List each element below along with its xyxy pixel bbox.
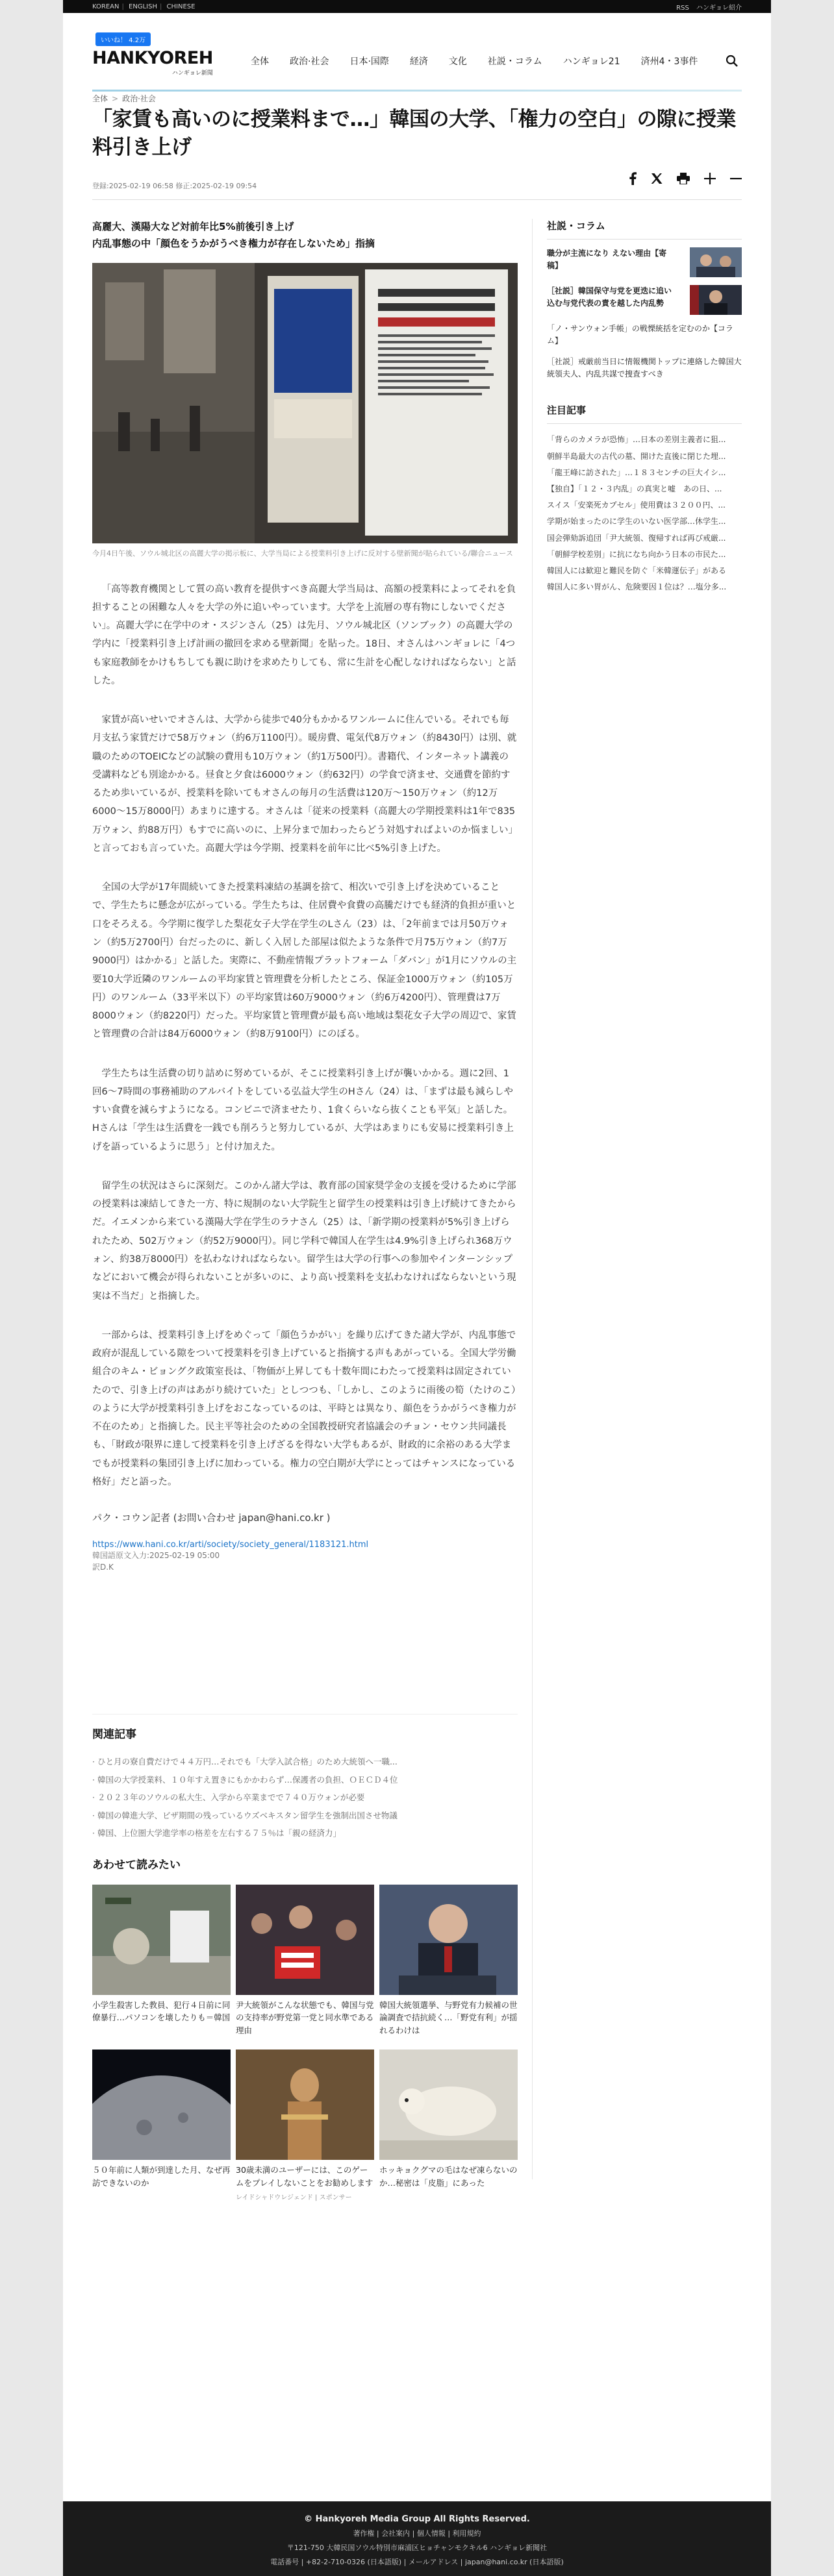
opinion-thumbnail bbox=[690, 247, 742, 277]
article-body bbox=[92, 219, 518, 1573]
header-rule bbox=[92, 90, 742, 92]
card-thumbnail bbox=[92, 1885, 231, 1995]
article-paragraph: 学生たちは生活費の切り詰めに努めているが、そこに授業料引き上げが襲いかかる。週に2回、1回6〜7時間の事務補助のアルバイトをしている弘益大学生のHさん（24）は、「まずは最も減らしやすい食費を減らすようになる。コンビニで済ませたり、1食くらいなら抜くことも平気」と話した。Hさんは「学生は生活費を一銭でも削ろうと努力しているが、大学はあまりにも安易に授業料引き上げを語っているように思う」と付け加えた。 bbox=[92, 1068, 514, 1152]
article-photo-image bbox=[92, 263, 518, 543]
nav-item[interactable]: 日本·国際 bbox=[349, 56, 389, 67]
font-increase-icon[interactable] bbox=[704, 173, 716, 184]
breadcrumb-item[interactable]: 全体 bbox=[92, 94, 108, 103]
popular-item[interactable]: 「龍王峰に訪された」…１８３センチの巨大イシ... bbox=[547, 467, 726, 477]
article-subhead: 内乱事態の中「顔色をうかがうべき権力が存在しないため」指摘 bbox=[92, 237, 375, 249]
sidebar-rule bbox=[547, 239, 742, 240]
card-thumbnail bbox=[236, 2050, 374, 2160]
popular-item[interactable]: 韓国人には歓迎と難民を防ぐ「米韓運伝子」がある bbox=[547, 565, 727, 575]
rss-link[interactable]: RSS bbox=[676, 4, 689, 12]
share-tools bbox=[629, 172, 742, 185]
opinion-item[interactable]: ［社説］戒厳前当日に情報機関トップに連絡した韓国大統領夫人、内乱共謀で捜査すべき bbox=[547, 357, 742, 378]
popular-title: 注目記事 bbox=[547, 404, 587, 417]
lang-chinese[interactable]: CHINESE bbox=[166, 3, 196, 10]
original-date: 韓国語原文入力:2025-02-19 05:00 bbox=[92, 1551, 220, 1561]
print-icon[interactable] bbox=[677, 173, 690, 184]
logo-subtext: ハンギョレ新聞 bbox=[171, 70, 213, 77]
font-decrease-icon[interactable] bbox=[730, 173, 742, 184]
site-footer bbox=[63, 2501, 771, 2576]
site-header bbox=[63, 13, 771, 79]
related-articles bbox=[92, 1725, 518, 1842]
photo-caption: 今月4日午後、ソウル城北区の高麗大学の掲示板に、大学当局による授業料引き上げに反対する壁新聞が貼られている/聯合ニュース bbox=[92, 549, 513, 558]
popular-item[interactable]: 国会弾劾訴追団「尹大統領、復帰すれば再び戒厳... bbox=[547, 533, 726, 543]
card-thumbnail bbox=[379, 1885, 518, 1995]
popular-item[interactable]: 「背らのカメラが恐怖」…日本の差別主義者に狙... bbox=[547, 435, 726, 445]
related-item[interactable]: · 韓国の大学授業料、１０年すえ置きにもかかわらず…保護者の負担、ＯＥＣＤ４位 bbox=[92, 1774, 398, 1785]
nav-item[interactable]: 文化 bbox=[448, 56, 467, 67]
related-item[interactable]: · ２０２３年のソウルの私大生、入学から卒業までで７４０万ウォンが必要 bbox=[92, 1792, 365, 1802]
related-item[interactable]: · 韓国の韓進大学、ビザ期間の残っているウズベキスタン留学生を強制出国させ物議 bbox=[92, 1810, 398, 1820]
about-link[interactable]: ハンギョレ紹介 bbox=[696, 4, 742, 12]
article-paragraph: 一部からは、授業料引き上げをめぐって「顔色うかがい」を繰り広げてきた諸大学が、内乱事態で政府が混乱している隙をついて授業料を引き上げていると指摘する声もあがっている。全国大学労働組合のキム・ビョングク政策室長は、「物価が上昇しても十数年間にわたって授業料は固定されていたので、引き上げの声はあがり続けていた」としつつも、「しかし、このように雨後の筍（たけのこ）のように大学が授業料引き上げをおこなっているのは、平時とは異なり、顔色をうかがうべき権力が不在のため」と指摘した。民主平等社会のための全国教授研究者協議会のチョン・セウン共同議長も、「財政が限界に達して授業料を引き上げざるを得ない大学もあるが、財政的に余裕のある大学までもが授業料の集団引き上げに加わっている。権力の空白期が大学にとってはチャンスになっている格好」だと語った。 bbox=[92, 1330, 516, 1487]
article-photo bbox=[92, 263, 518, 543]
card-thumbnail bbox=[236, 1885, 374, 1995]
sidebar-rule bbox=[547, 423, 742, 424]
article-subhead: 高麗大、漢陽大など対前年比5%前後引き上げ bbox=[92, 221, 294, 232]
nav-item[interactable]: 全体 bbox=[251, 56, 269, 67]
footer-contact: 電話番号 | +82-2-710-0326 (日本語版) | メールアドレス | japan@hani.co.kr (日本語版) bbox=[270, 2558, 564, 2566]
copyright: © Hankyoreh Media Group All Rights Reserved. bbox=[304, 2514, 530, 2524]
footer-address: 〒121-750 大韓民国ソウル特別市麻浦区ヒョチャンモクキル6 ハンギョレ新聞社 bbox=[286, 2544, 548, 2552]
lang-english[interactable]: ENGLISH bbox=[129, 3, 157, 10]
nav-item[interactable]: 済州4・3事件 bbox=[640, 56, 698, 67]
nav-item[interactable]: ハンギョレ21 bbox=[562, 56, 620, 67]
popular-item[interactable]: 「朝鮮学校差別」に抗になち向かう日本の市民た... bbox=[547, 549, 726, 559]
search-icon[interactable] bbox=[726, 55, 739, 68]
related-title: 関連記事 bbox=[92, 1728, 136, 1741]
card-thumbnail bbox=[92, 2050, 231, 2160]
translator: 訳D.K bbox=[92, 1563, 114, 1572]
popular-item[interactable]: 【独自】「１２・３内乱」の真実と嘘 あの日、... bbox=[547, 484, 722, 493]
site-logo[interactable] bbox=[92, 49, 213, 77]
breadcrumb-item[interactable]: 政治·社会 bbox=[122, 94, 156, 103]
popular-item[interactable]: 朝鮮半島最大の古代の墓、開けた直後に閉じた埋... bbox=[547, 451, 726, 461]
logo-text: HANKYOREH bbox=[92, 48, 213, 68]
facebook-like-button[interactable]: いいね！ 4.2万 bbox=[95, 32, 151, 46]
facebook-icon[interactable] bbox=[629, 172, 637, 185]
article-paragraph: 留学生の状況はさらに深刻だ。このかん諸大学は、教育部の国家奨学金の支援を受けるために学部の授業料は凍結してきた一方、特に規制のない大学院生と留学生の授業料は引き上げ続けてきたからだ。イエメンから来ている漢陽大学在学生のラナさん（25）は、「新学期の授業料が5%引き上げられたため、502万ウォン（約52万9000円）。同じ学科で韓国人在学生は4.9%引き上げられ368万ウォン、約38万8000円）を払わなければならない。留学生は大学の行事への参加やインターンシップなどにおいて機会が得られないことが多いのに、より高い授業料を支払わなければならないという現実は不当だ」と指摘した。 bbox=[92, 1180, 516, 1302]
article-meta: 登録:2025-02-19 06:58 修正:2025-02-19 09:54 bbox=[92, 182, 257, 190]
sidebar bbox=[547, 219, 742, 595]
recommended-section bbox=[92, 1855, 518, 2201]
breadcrumb: 全体 > 政治·社会 bbox=[92, 94, 156, 103]
opinion-title: 社説・コラム bbox=[547, 220, 605, 232]
popular-item[interactable]: 韓国人に多い胃がん、危険要因１位は？…塩分多... bbox=[547, 582, 727, 592]
sponsor-label: レイドシャドウレジェンド | スポンサー bbox=[236, 2194, 352, 2201]
article-paragraph: 家賃が高いせいでオさんは、大学から徒歩で40分もかかるワンルームに住んでいる。それでも毎月支払う家賃だけで58万ウォン（約6万1100円）。暖房費、電気代8万ウォン（約8430円）は別、就職のためのTOEICなどの試験の費用も10万ウォン（約1万500円）。書籍代、インターネット講義の受講料なども別途かかる。昼食と夕食は6000ウォン（約632円）の学食で済ませ、交通費を節約するため歩いているが、授業料を除いてもオさんの毎月の生活費は120万〜150万ウォン（約12万6000〜15万8000円）あまりに達する。オさんは「従来の授業料（高麗大の学期授業料は1年で835万ウォン、約88万円）もすでに高いのに、上昇分まで加わったらどう対処すればよいのか悩ましい」と言っておも言っていた。高麗大学は今学期、授業料を前年に比べ5%引き上げた。 bbox=[92, 715, 518, 854]
recommended-title: あわせて読みたい bbox=[92, 1859, 181, 1872]
opinion-item[interactable]: 「ノ・サンウォン手帳」の戦慄統括を定むのか【コラム】 bbox=[547, 324, 733, 345]
recommended-card[interactable]: 韓国大統領選挙、与野党有力候補の世論調査で拮抗続く…「野党有利」が揺れるわけは bbox=[379, 1885, 518, 2037]
opinion-item[interactable]: ［社説］韓国保守与党を更迭に追い込む与党代表の責を越した内乱勢 bbox=[547, 285, 742, 315]
recommended-card[interactable]: ５０年前に人類が到達した月、なぜ再訪できないのか bbox=[92, 2050, 231, 2201]
card-thumbnail bbox=[379, 2050, 518, 2160]
main-nav bbox=[251, 55, 698, 68]
lang-korean[interactable]: KOREAN bbox=[92, 3, 120, 10]
related-item[interactable]: · ひと月の寮自費だけで４４万円…それでも「大学入試合格」のため大統領へ一職... bbox=[92, 1757, 398, 1766]
nav-item[interactable]: 政治·社会 bbox=[290, 56, 329, 67]
article-divider bbox=[92, 1714, 518, 1715]
popular-item[interactable]: 学期が始まったのに学生のいない医学部…休学生... bbox=[547, 517, 726, 526]
top-bar bbox=[63, 0, 771, 13]
related-item[interactable]: · 韓国、上位圏大学進学率の格差を左右する７５％は「親の経済力」 bbox=[92, 1828, 341, 1838]
column-divider bbox=[532, 219, 533, 2179]
article-paragraph: 全国の大学が17年間続いてきた授業料凍結の基調を捨て、相次いで引き上げを決めていることで、学生たちに懸念が広がっている。学生たちは、住居費や食費の高騰だけでも経済的負担が重いと口をそろえる。今学期に復学した梨花女子大学在学生のLさん（23）は、「2年前までは月50万ウォン（約5万2700円）台だったのに、新しく入居した部屋は似たような条件で月75万ウォン（約7万9000円）はかかる」と話した。実際に、不動産情報プラットフォーム「ダバン」が1月にソウルの主要10大学近隣のワンルームの平均家賃と管理費を分析したところ、保証金1000万ウォン（約105万円）のワンルーム（33平米以下）の平均家賃は60万9000ウォン（約6万4200円）、管理費は7万8000ウォン（約8220円）だった。平均家賃と管理費が最も高い地域は梨花女子大学の周辺で、家賃と管理費の合計は84万6000ウォン（約8万9100円）にのぼる。 bbox=[92, 882, 517, 1040]
recommended-card[interactable]: 尹大統領がこんな状態でも、韓国与党の支持率が野党第一党と同水準である理由 bbox=[236, 1885, 374, 2037]
nav-item[interactable]: 社説・コラム bbox=[487, 56, 542, 67]
title-divider bbox=[92, 199, 742, 200]
article-paragraph: 「高等教育機関として質の高い教育を提供すべき高麗大学当局は、高額の授業料によってそれを負担することの困難な人々を大学の外に追いやっています。大学を上流層の専有物にしないでください」。高麗大学に在学中のオ・スジンさん（25）は先月、ソウル城北区（ソンブック）の高麗大学の学内に「授業料引き上げ計画の撤回を求める壁新聞」を貼った。18日、オさんはハンギョレに「4つも家庭教師をかけもちしても親に助けを求めたりしても、常に生計を心配しなければならない」と話した。 bbox=[92, 584, 516, 686]
opinion-item[interactable]: 職分が主流になり えない理由【寄稿】 bbox=[547, 247, 742, 277]
article-paragraphs bbox=[92, 580, 518, 1492]
opinion-thumbnail bbox=[690, 285, 742, 315]
original-article-link[interactable]: https://www.hani.co.kr/arti/society/society_general/1183121.html bbox=[92, 1540, 369, 1550]
recommended-card[interactable]: ホッキョクグマの毛はなぜ凍らないのか…秘密は「皮脂」にあった bbox=[379, 2050, 518, 2201]
language-links: KOREAN | ENGLISH | CHINESE bbox=[92, 3, 196, 10]
footer-links[interactable]: 著作権 | 会社案内 | 個人情報 | 利用規約 bbox=[353, 2529, 481, 2538]
popular-item[interactable]: スイス「安楽死カプセル」使用費は３２００円、... bbox=[547, 501, 726, 510]
page bbox=[63, 0, 771, 2576]
byline: パク・コウン記者 (お問い合わせ japan@hani.co.kr ) bbox=[92, 1512, 331, 1524]
popular-list bbox=[547, 432, 742, 595]
x-share-icon[interactable] bbox=[651, 173, 663, 184]
nav-item[interactable]: 経済 bbox=[409, 56, 428, 67]
recommended-card[interactable]: 30歳未満のユーザーには、このゲームをプレイしないことをお勧めします レイドシャドウレジェンド | スポンサー bbox=[236, 2050, 374, 2201]
article-title: 「家賃も高いのに授業料まで…」韓国の大学、「権力の空白」の隙に授業料引き上げ bbox=[92, 108, 736, 160]
recommended-card[interactable]: 小学生殺害した教員、犯行４日前に同僚暴行…パソコンを壊したりも＝韓国 bbox=[92, 1885, 231, 2037]
